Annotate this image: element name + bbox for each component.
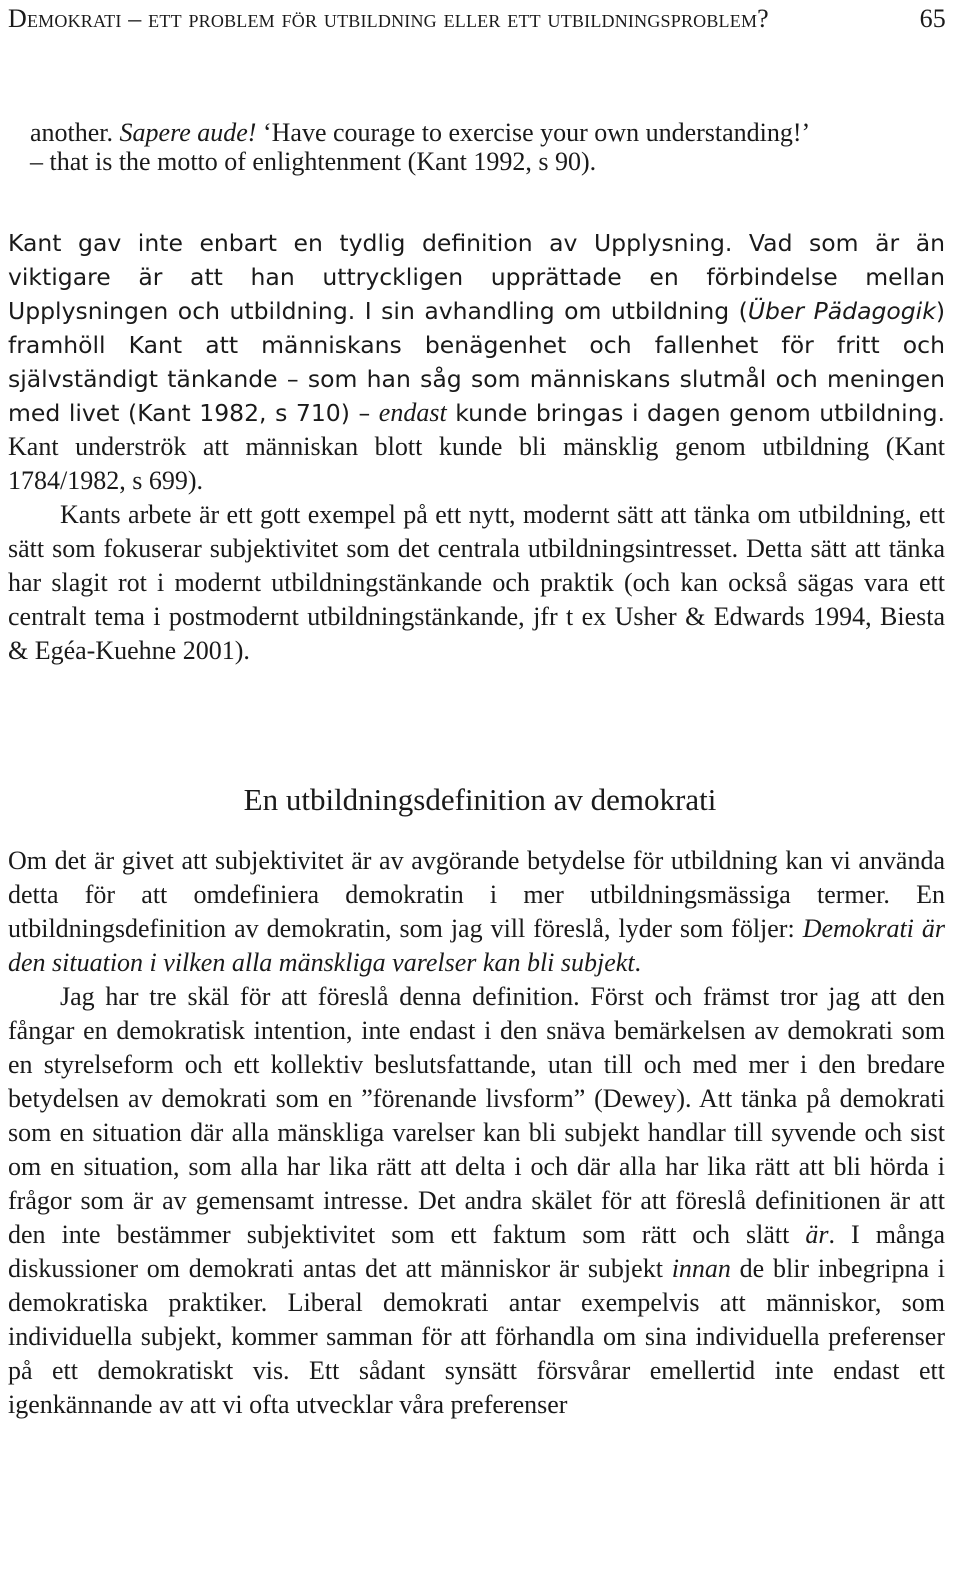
italic-emphasis: innan <box>671 1254 731 1283</box>
paragraph-text: Om det är givet att subjektivitet är av avgörande betydelse för utbildning kan vi använda detta för att omdefiniera demokratin i mer utbildningsmässiga termer. En utbildningsdefinition av demokratin, som jag vill föreslå, lyder som följer: <box>8 846 945 943</box>
paragraph-1 <box>8 226 945 498</box>
paragraph-text: ) framhöll Kant att människans benägenhet och fallenhet för fritt och självständigt tänkande – som han såg som människans slutmål och meningen med livet (Kant 1982, s 710) – <box>8 297 945 427</box>
body-section-2 <box>8 844 945 1422</box>
section-heading: En utbildningsdefinition av demokrati <box>243 782 717 817</box>
paragraph-text: . <box>634 948 642 977</box>
quote-line-1 <box>30 118 910 147</box>
italic-emphasis: är <box>805 1220 829 1249</box>
italic-title: Über Pädagogik <box>747 297 936 325</box>
paragraph-text: . I många diskussioner om demokrati antas det att människor är subjekt <box>8 1220 945 1283</box>
body-section-1 <box>8 226 945 668</box>
italic-emphasis: endast <box>378 398 447 427</box>
paragraph-text: Kant gav inte enbart en tydlig definition av Upplysning. Vad som är än viktigare är att han uttryckligen upprättade en förbindelse mellan Upplysningen och utbildning. I sin avhandling om utbildning ( <box>8 229 945 325</box>
paragraph-4 <box>8 980 945 1422</box>
paragraph-text: de blir inbegripna i demokratiska praktiker. Liberal demokrati antar exempelvis att människor, som individuella subjekt, kommer samman för att förhandla om sina individuella preferenser på ett demokratiskt vis. Ett sådant synsätt försvårar emellertid inte endast ett igenkännande av att vi ofta utvecklar våra preferenser <box>8 1254 946 1419</box>
page-number: 65 <box>919 4 946 33</box>
paragraph-text: kunde bringas i dagen genom utbildning. <box>446 399 945 427</box>
paragraph-text: Kant underströk att människan blott kunde bli mänsklig genom utbildning (Kant 1784/1982, s 699). <box>8 432 945 495</box>
italic-definition: Demokrati är den situation i vilken alla mänskliga varelser kan bli subjekt <box>8 914 945 977</box>
block-quote <box>30 118 910 176</box>
quote-text: another. <box>30 118 120 147</box>
running-header <box>8 4 946 38</box>
paragraph-2: Kants arbete är ett gott exempel på ett nytt, modernt sätt att tänka om utbildning, ett sätt som fokuserar subjektivitet som det centrala utbildningsintresset. Detta sätt att tänka har slagit rot i modernt utbildningstänkande och praktik (och kan också sägas vara ett centralt tema i postmodernt utbildningstänkande, jfr t ex Usher & Edwards 1994, Biesta & Egéa-Kuehne 2001). <box>8 500 945 665</box>
paragraph-text: Jag har tre skäl för att föreslå denna definition. Först och främst tror jag att den fångar en demokratisk intention, inte endast i den snäva bemärkelsen av demokrati som en styrelseform och ett kollektiv beslutsfattande, utan till och med mer i den bredare betydelsen av demokrati som en ”förenande livsform” (Dewey). Att tänka på demokrati som en situation där alla mänskliga varelser kan bli subjekt handlar till syvende och sist om en situation, som alla har lika rätt att delta i och där alla har lika rätt att bli hörda i frågor som är av gemensamt intresse. Det andra skälet för att föreslå definitionen är att den inte bestämmer subjektivitet som ett faktum som rätt och slätt <box>8 982 945 1249</box>
quote-text: ‘Have courage to exercise your own understanding!’ <box>256 118 811 147</box>
running-title: Demokrati – ett problem för utbildning eller ett utbildningsproblem? <box>8 4 769 33</box>
paragraph-3 <box>8 844 945 980</box>
quote-italic: Sapere aude! <box>119 118 257 147</box>
quote-line-2: – that is the motto of enlightenment (Kant 1992, s 90). <box>30 147 597 176</box>
